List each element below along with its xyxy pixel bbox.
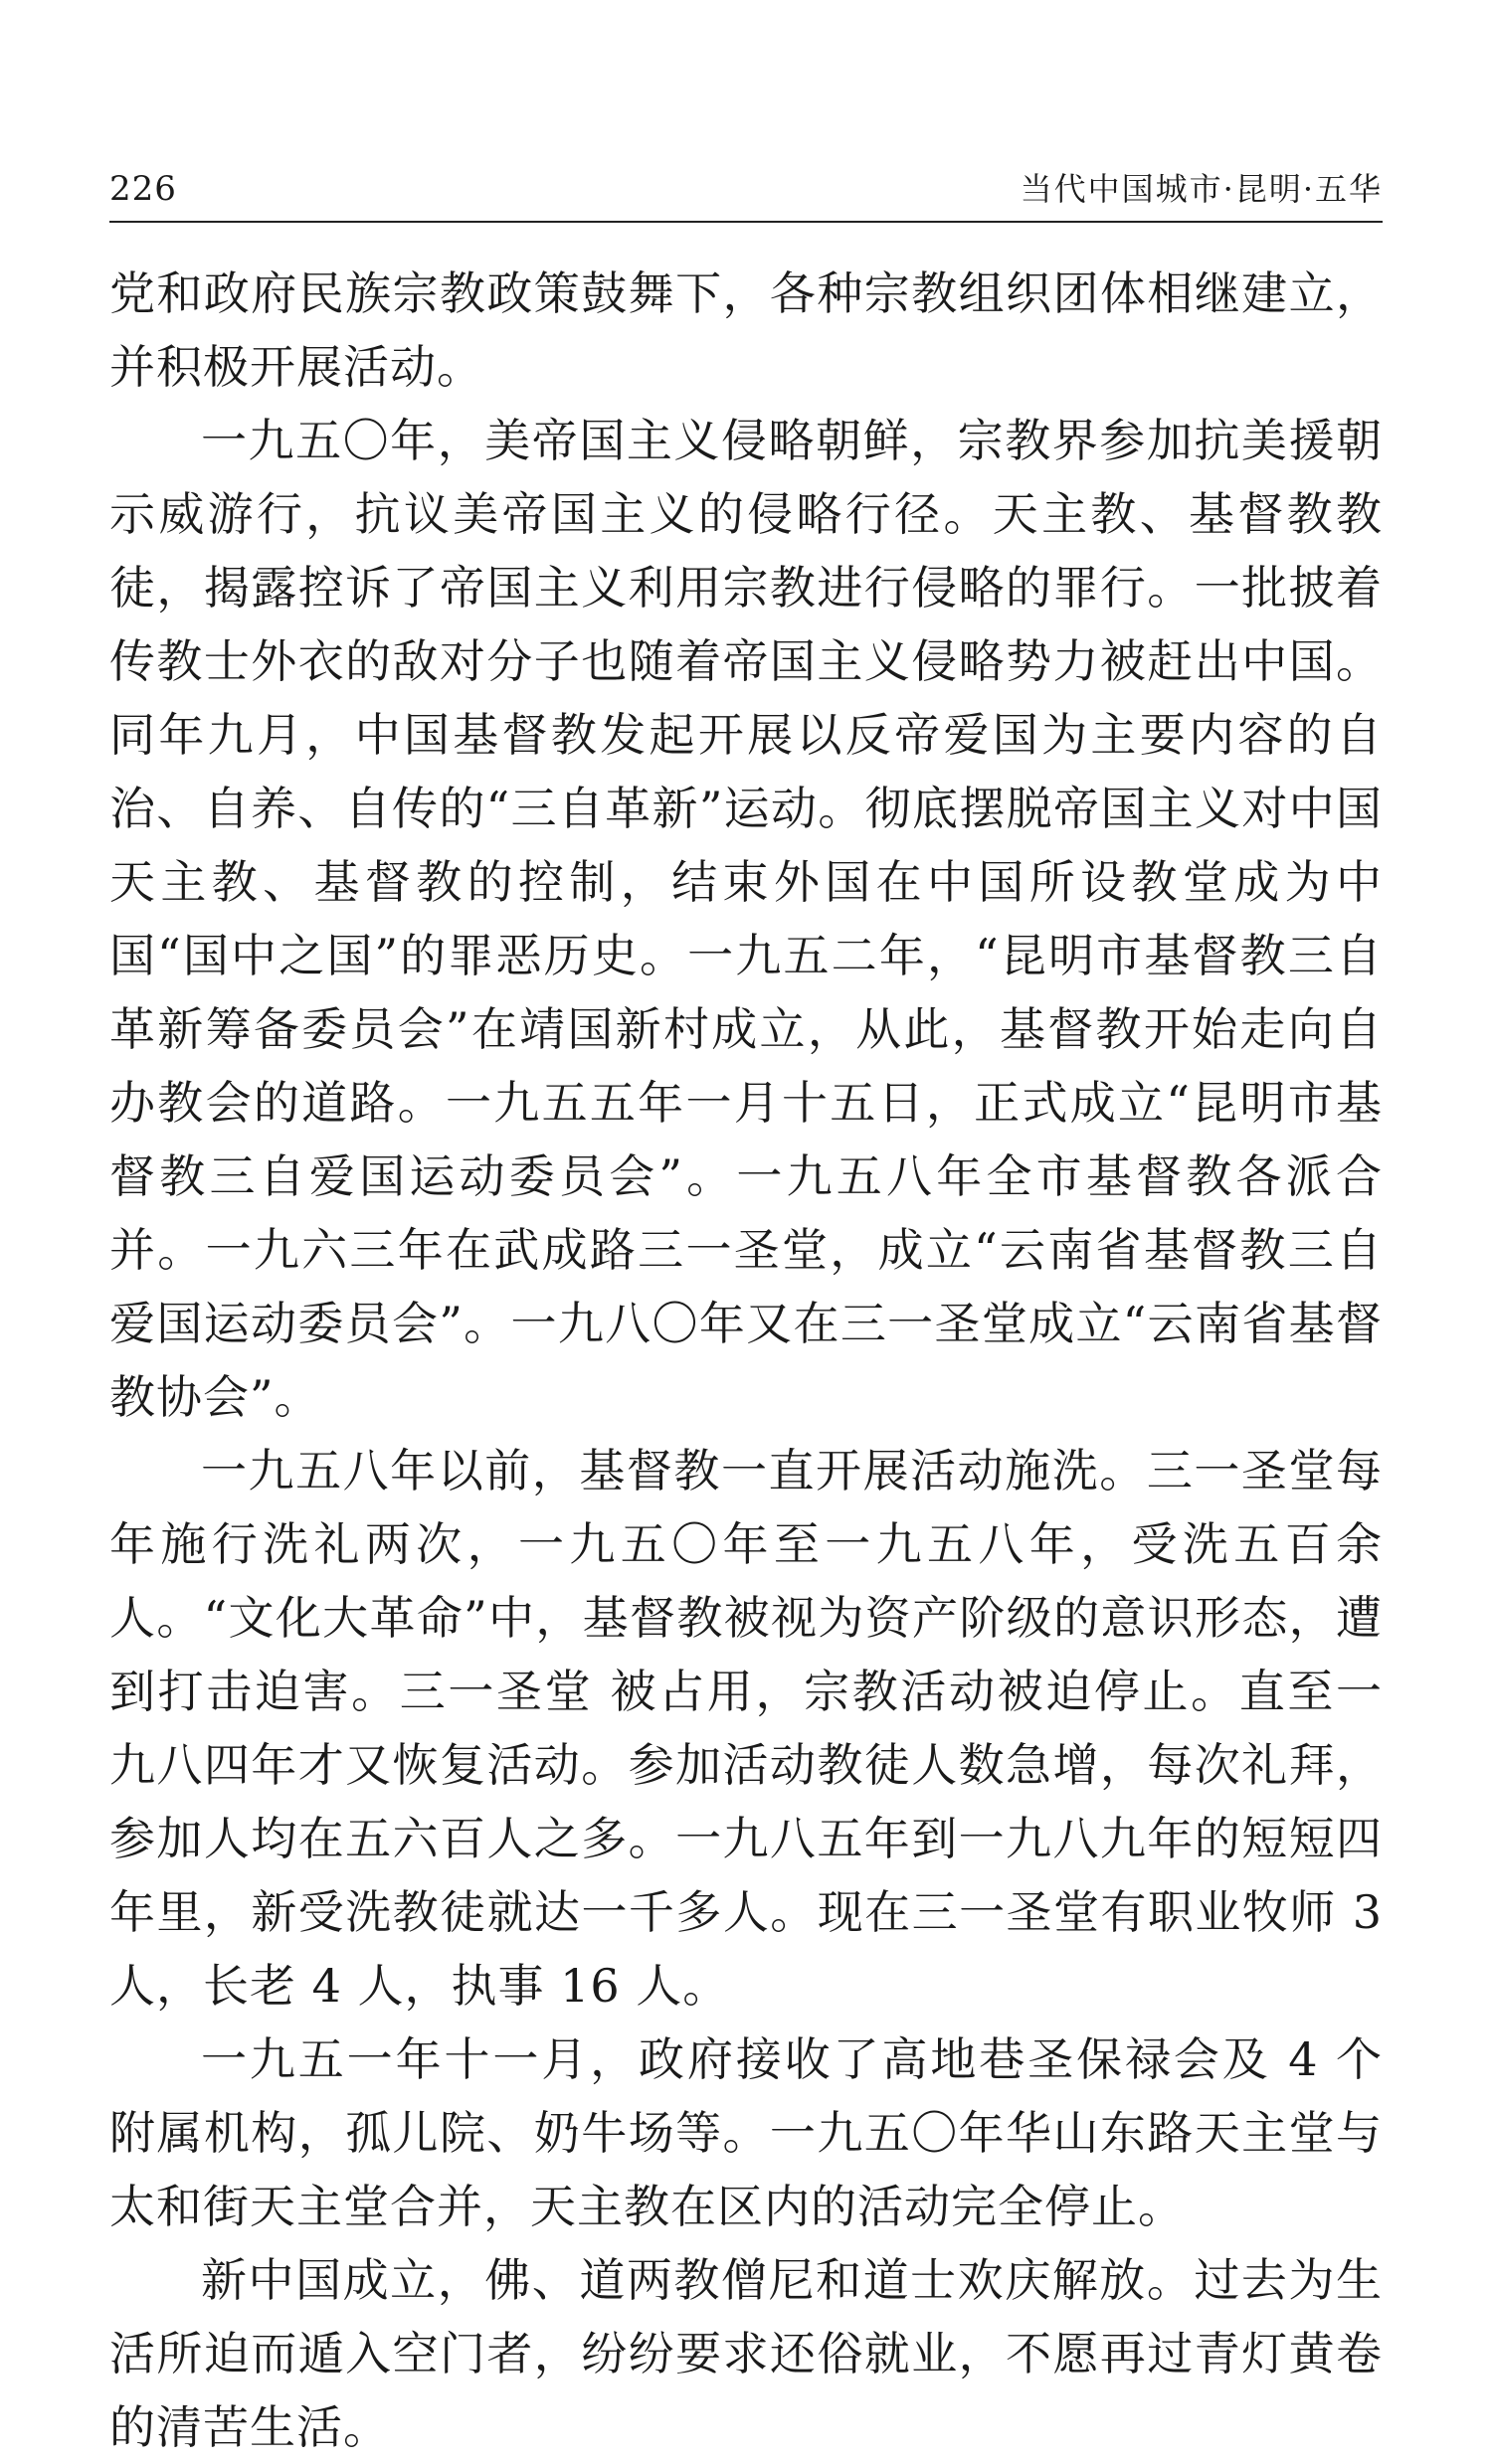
paragraph: 一九五〇年，美帝国主义侵略朝鲜，宗教界参加抗美援朝示威游行，抗议美帝国主义的侵略行径。天主教、基督教教徒，揭露控诉了帝国主义利用宗教进行侵略的罪行。一批披着传教士外衣的敌对分子也随着帝国主义侵略势力被赶出中国。同年九月，中国基督教发起开展以反帝爱国为主要内容的自治、自养、自传的“三自革新”运动。彻底摆脱帝国主义对中国天主教、基督教的控制，结束外国在中国所设教堂成为中国“国中之国”的罪恶历史。一九五二年，“昆明市基督教三自革新筹备委员会”在靖国新村成立，从此，基督教开始走向自办教会的道路。一九五五年一月十五日，正式成立“昆明市基督教三自爱国运动委员会”。一九五八年全市基督教各派合并。一九六三年在武成路三一圣堂，成立“云南省基督教三自爱国运动委员会”。一九八〇年又在三一圣堂成立“云南省基督教协会”。 [109, 414, 1383, 1424]
paragraph: 新中国成立，佛、道两教僧尼和道士欢庆解放。过去为生活所迫而遁入空门者，纷纷要求还俗就业，不愿再过青灯黄卷的清苦生活。 [109, 2253, 1383, 2454]
paragraph: 一九五一年十一月，政府接收了高地巷圣保禄会及 4 个附属机构，孤儿院、奶牛场等。一九五〇年华山东路天主堂与太和街天主堂合并，天主教在区内的活动完全停止。 [109, 2032, 1383, 2233]
body-text [109, 257, 1383, 2464]
paragraph-continued: 党和政府民族宗教政策鼓舞下，各种宗教组织团体相继建立，并积极开展活动。 [109, 266, 1383, 394]
paragraph: 一九五八年以前，基督教一直开展活动施洗。三一圣堂每年施行洗礼两次，一九五〇年至一九五八年，受洗五百余人。“文化大革命”中，基督教被视为资产阶级的意识形态，遭到打击迫害。三一圣堂 被占用，宗教活动被迫停止。直至一九八四年才又恢复活动。参加活动教徒人数急增，每次礼拜，参加人均在五六百人之多。一九八五年到一九八九年的短短四年里，新受洗教徒就达一千多人。现在三一圣堂有职业牧师 3 人，长老 4 人，执事 16 人。 [109, 1444, 1383, 2013]
running-title: 当代中国城市·昆明·五华 [1020, 170, 1383, 208]
header-divider [109, 221, 1383, 223]
running-header [109, 159, 1383, 219]
page-number: 226 [109, 169, 177, 209]
